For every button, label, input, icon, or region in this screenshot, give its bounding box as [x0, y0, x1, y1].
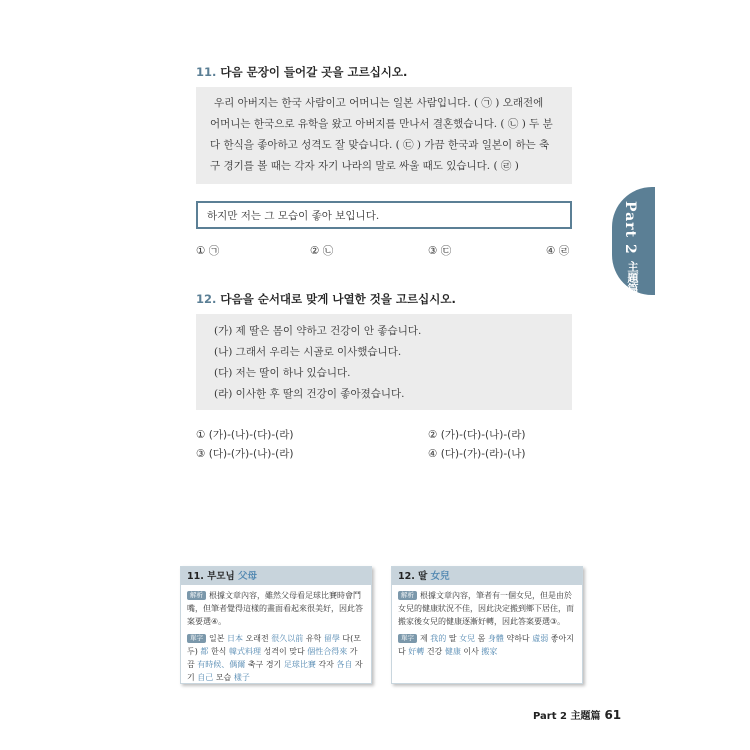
vocab-word: 모습 — [213, 673, 234, 682]
vocab-list — [187, 634, 363, 682]
vocab-badge: 單字 — [187, 634, 206, 643]
question-12-number: 12. — [196, 292, 217, 306]
vocab-word: 가끔 — [187, 647, 358, 669]
explain-badge: 解析 — [187, 591, 206, 600]
vocabulary — [398, 632, 576, 658]
question-11-passage — [196, 87, 572, 184]
vocab-translation: 韓式料理 — [228, 647, 261, 656]
vocab-word: 유학 — [303, 634, 324, 643]
vocabulary — [187, 632, 365, 684]
option-4[interactable]: ④ (다)-(가)-(라)-(나) — [428, 448, 526, 460]
page-number: 61 — [604, 708, 622, 722]
passage-line: 우리 아버지는 한국 사람이고 어머니는 일본 사람입니다. ( ㉠ ) 오래전에 — [214, 97, 544, 109]
vocab-translation: 搬家 — [481, 647, 498, 656]
passage-line: (다) 저는 딸이 하나 있습니다. — [214, 367, 351, 379]
vocab-word: 건강 — [424, 647, 445, 656]
answer-number: 12. 딸 — [398, 571, 428, 582]
vocab-word: 오래전 — [243, 634, 272, 643]
passage-line: (가) 제 딸은 몸이 약하고 건강이 안 좋습니다. — [214, 325, 422, 337]
vocab-word: 이사 — [460, 647, 482, 656]
passage-line: 구 경기를 볼 때는 각자 자기 나라의 말로 싸울 때도 있습니다. ( ㉣ ) — [210, 160, 519, 172]
option-1[interactable]: ① ㉠ — [196, 245, 220, 257]
answer-box-12 — [391, 566, 583, 684]
vocab-word: 약하다 — [503, 634, 533, 643]
page-footer — [533, 707, 621, 722]
vocab-translation: 自己 — [197, 673, 214, 682]
answer-number: 11. 부모님 — [187, 571, 235, 582]
vocab-translation: 有時候、偶爾 — [197, 660, 246, 669]
vocab-translation: 我的 — [430, 634, 447, 643]
question-12-text: 다음을 순서대로 맞게 나열한 것을 고르십시오. — [220, 292, 456, 306]
footer-label: Part 2 主題篇 — [533, 711, 601, 722]
vocab-translation: 健康 — [444, 647, 461, 656]
vocab-word: 각자 — [315, 660, 337, 669]
option-2[interactable]: ② (가)-(다)-(나)-(라) — [428, 429, 526, 441]
question-11-options — [196, 243, 572, 259]
vocab-word: 제 — [420, 634, 431, 643]
vocab-translation: 很久以前 — [271, 634, 304, 643]
question-11-number: 11. — [196, 65, 217, 79]
vocab-translation: 個性合得來 — [307, 647, 348, 656]
answer-keyword: 父母 — [237, 571, 257, 582]
vocab-translation: 好轉 — [408, 647, 425, 656]
explanation — [187, 589, 365, 628]
question-12-title — [196, 291, 456, 307]
vocab-badge: 單字 — [398, 634, 417, 643]
side-tab-label: 主題篇 — [626, 261, 639, 294]
option-1[interactable]: ① (가)-(나)-(다)-(라) — [196, 429, 294, 441]
vocab-translation: 身體 — [487, 634, 504, 643]
option-4[interactable]: ④ ㉣ — [546, 245, 570, 257]
question-11-title — [196, 64, 407, 80]
vocab-word: 자기 — [187, 660, 363, 682]
question-12-options — [196, 427, 572, 465]
insert-sentence: 하지만 저는 그 모습이 좋아 보입니다. — [207, 210, 380, 222]
answer-box-header — [392, 567, 582, 585]
vocab-word: 다(모두) — [187, 634, 361, 656]
vocab-word: 몸 — [475, 634, 488, 643]
explanation-text: 根據文章內容，筆者有一個女兒，但是由於女兒的健康狀況不佳，因此決定搬到鄉下居住，而搬家後女兒的健康逐漸好轉，因此答案要選③。 — [398, 591, 574, 626]
explain-badge: 解析 — [398, 591, 417, 600]
vocab-translation: 留學 — [323, 634, 340, 643]
vocab-word: 일본 — [209, 634, 227, 643]
vocab-translation: 樣子 — [233, 673, 250, 682]
explanation — [398, 589, 576, 628]
insert-sentence-box — [196, 201, 572, 229]
passage-line: (라) 이사한 후 딸의 건강이 좋아졌습니다. — [214, 388, 405, 400]
vocab-word: 성격이 맞다 — [260, 647, 308, 656]
vocab-translation: 虛弱 — [532, 634, 549, 643]
option-2[interactable]: ② ㉡ — [310, 245, 334, 257]
vocab-word: 한식 — [208, 647, 229, 656]
answer-keyword: 女兒 — [430, 571, 450, 582]
vocab-translation: 各自 — [336, 660, 353, 669]
explanation-text: 根據文章內容，雖然父母看足球比賽時會鬥嘴，但筆者覺得這樣的畫面看起來很美好，因此答案要選④。 — [187, 591, 363, 626]
vocab-translation: 都 — [200, 647, 209, 656]
answer-box-11 — [180, 566, 372, 684]
vocab-word: 딸 — [446, 634, 460, 643]
vocab-translation: 足球比賽 — [283, 660, 316, 669]
vocab-list — [398, 634, 574, 656]
passage-line: (나) 그래서 우리는 시골로 이사했습니다. — [214, 346, 402, 358]
passage-line: 어머니는 한국으로 유학을 왔고 아버지를 만나서 결혼했습니다. ( ㉡ ) 두 분 — [210, 118, 553, 130]
passage-line: 다 한식을 좋아하고 성격도 잘 맞습니다. ( ㉢ ) 가끔 한국과 일본이 하는 축 — [210, 139, 550, 151]
answer-box-header — [181, 567, 371, 585]
vocab-word: 축구 경기 — [245, 660, 284, 669]
question-11-text: 다음 문장이 들어갈 곳을 고르십시오. — [220, 65, 408, 79]
vocab-translation: 日本 — [227, 634, 243, 643]
question-12-passage — [196, 314, 572, 410]
vocab-translation: 女兒 — [459, 634, 476, 643]
part-side-tab — [612, 187, 655, 295]
option-3[interactable]: ③ ㉢ — [428, 245, 452, 257]
option-3[interactable]: ③ (다)-(가)-(나)-(라) — [196, 448, 294, 460]
vocab-word: 좋아지다 — [398, 634, 574, 656]
side-tab-part: Part 2 — [622, 201, 638, 255]
